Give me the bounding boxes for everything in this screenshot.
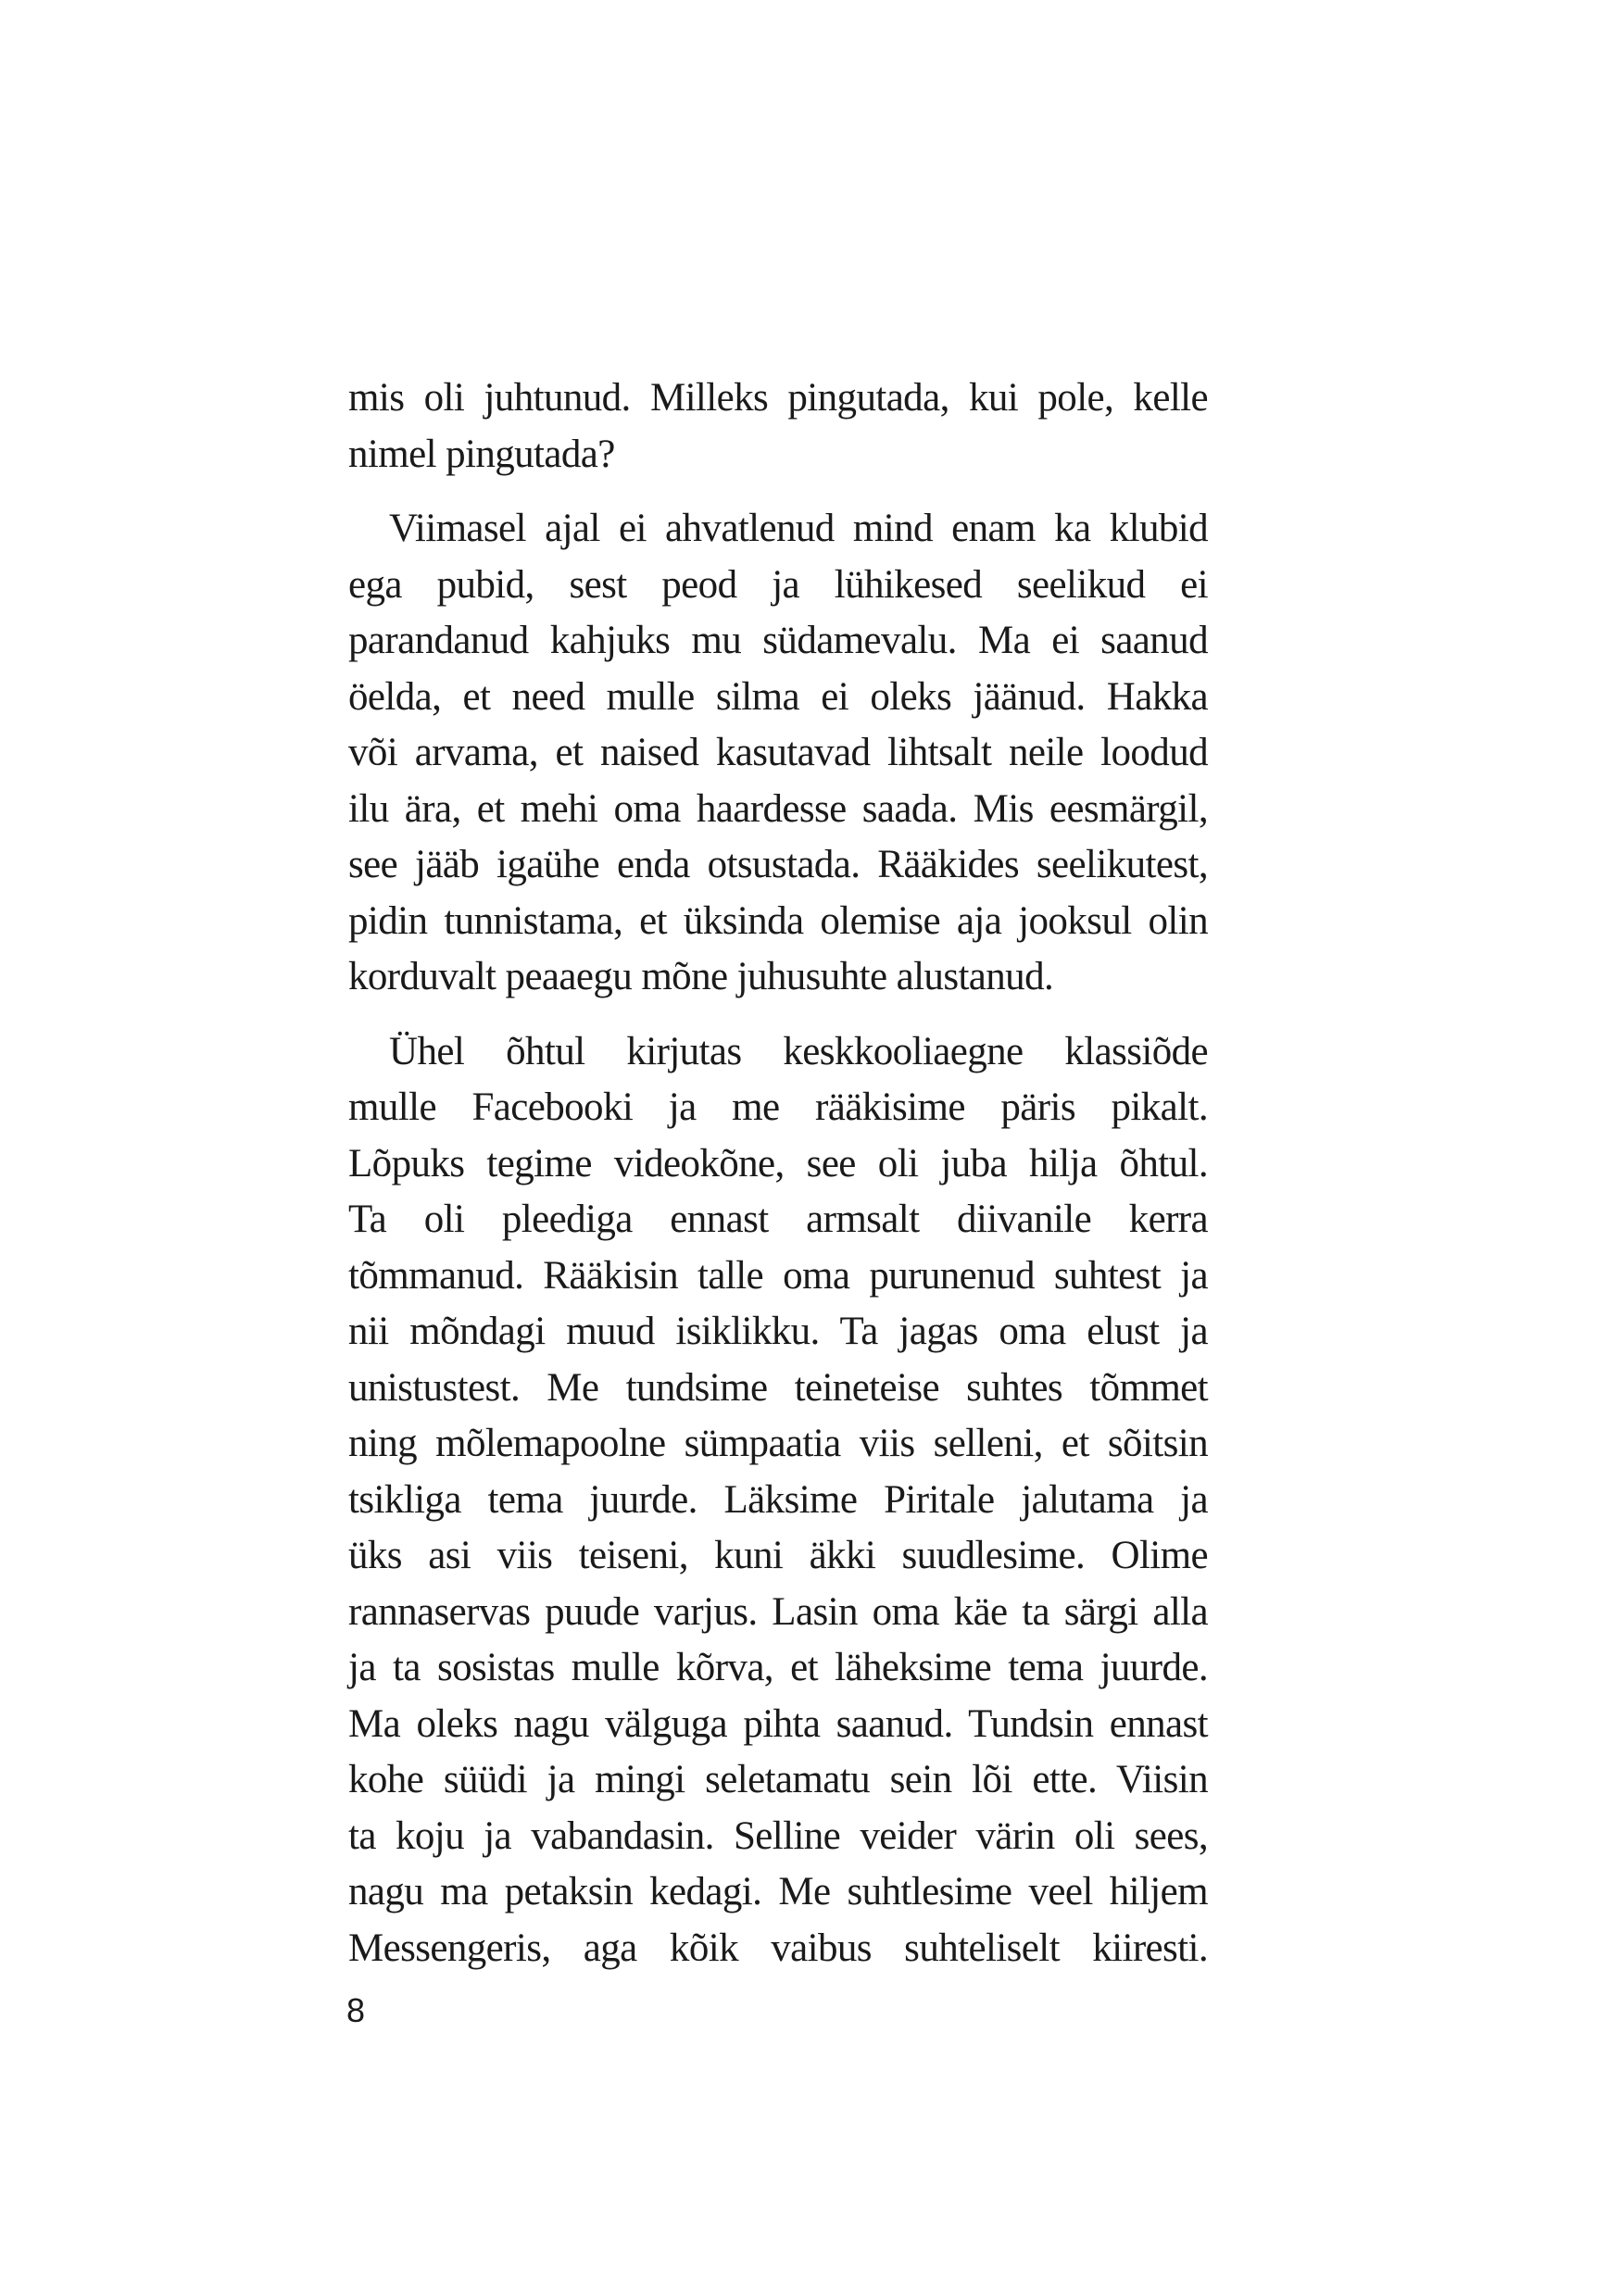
text-line: nagu ma petaksin kedagi. Me suhtlesime veel hiljem [348,1870,1208,1913]
text-line: mis oli juhtunud. Milleks pingutada, kui pole, kelle [348,376,1208,420]
text-line: öelda, et need mulle silma ei oleks jäänud. Hakka [348,674,1208,719]
text-line: Viimasel ajal ei ahvatlenud mind enam ka klubid [389,507,1208,550]
text-line: kohe süüdi ja mingi seletamatu sein lõi ette. Viisin [348,1758,1208,1801]
text-line: Ma oleks nagu välguga pihta saanud. Tundsin ennast [348,1701,1208,1746]
text-line: tsikliga tema juurde. Läksime Piritale jalutama ja [348,1477,1208,1522]
text-line: parandanud kahjuks mu südamevalu. Ma ei saanud [348,619,1208,662]
text-line: ning mõlemapoolne sümpaatia viis selleni, et sõitsin [348,1422,1208,1465]
text-line: unistustest. Me tundsime teineteise suhtes tõmmet [348,1365,1208,1410]
text-line: ilu ära, et mehi oma haardesse saada. Mis eesmärgil, [348,786,1208,831]
text-line: üks asi viis teiseni, kuni äkki suudlesime. Olime [348,1534,1208,1577]
text-line: mulle Facebooki ja me rääkisime päris pikalt. [348,1085,1208,1129]
text-line: ja ta sosistas mulle kõrva, et läheksime tema juurde. [348,1646,1208,1689]
text-line: ega pubid, sest peod ja lühikesed seelikud ei [348,562,1208,607]
text-line: Ühel õhtul kirjutas keskkooliaegne klassiõde [389,1029,1208,1073]
text-line: nimel pingutada? [348,432,615,476]
text-line: Messengeris, aga kõik vaibus suhteliselt kiiresti. [348,1926,1208,1970]
text-line: pidin tunnistama, et üksinda olemise aja jooksul olin [348,898,1208,943]
text-line: nii mõndagi muud isiklikku. Ta jagas oma elust ja [348,1310,1208,1353]
text-line: see jääb igaühe enda otsustada. Rääkides seelikutest, [348,843,1208,886]
paragraph-2 [348,501,1208,1006]
text-line: või arvama, et naised kasutavad lihtsalt neile loodud [348,731,1208,774]
text-line: tõmmanud. Rääkisin talle oma purunenud suhtest ja [348,1253,1208,1298]
body-text [348,370,1208,1976]
text-line: rannaservas puude varjus. Lasin oma käe ta särgi alla [348,1589,1208,1634]
text-line: ta koju ja vabandasin. Selline veider värin oli sees, [348,1813,1208,1858]
page-number: 8 [346,1991,366,2029]
text-line: korduvalt peaaegu mõne juhusuhte alustanud. [348,955,1054,998]
text-line: Ta oli pleediga ennast armsalt diivanile kerra [348,1198,1208,1241]
text-line: Lõpuks tegime videokõne, see oli juba hilja õhtul. [348,1141,1208,1186]
paragraph-3 [348,1024,1208,1977]
paragraph-1 [348,370,1208,483]
